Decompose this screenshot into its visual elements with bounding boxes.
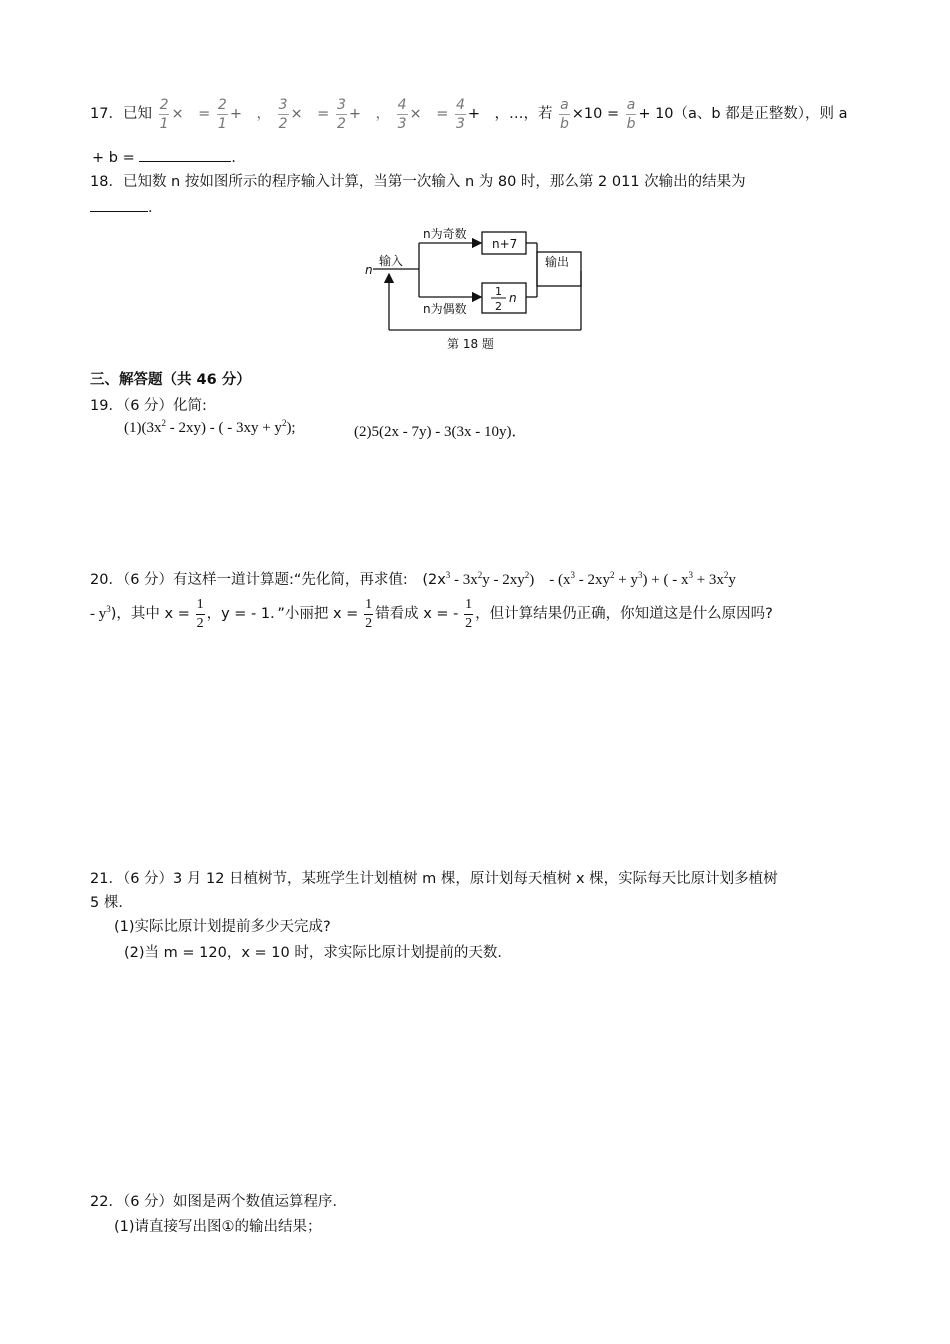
flow-output-label: 输出 <box>545 255 570 269</box>
q17-fraction-1b: $\frac{2}{1}$ <box>217 96 227 132</box>
q19-line1: 19．（6 分）化简: <box>90 398 207 414</box>
q21-part2: (2)当 m = 120，x = 10 时，求实际比原计划提前的天数． <box>124 945 512 961</box>
q21-line1: 21．（6 分）3 月 12 日植树节，某班学生计划植树 m 棵，原计划每天植树 x 棵，实际每天比原计划多植树 <box>90 871 778 887</box>
q17-fraction-2b: $\frac{3}{2}$ <box>336 96 346 132</box>
q17-number: 17． <box>90 106 123 122</box>
q20-line1: 20．（6 分）有这样一道计算题:“先化简，再求值: $(2x^3 - 3x^2y - 2xy^2)$ - $(x^3 - 2xy^2 + y^3)$ + ( - $x^3 + 3x^2y$ <box>90 570 736 588</box>
fraction-one-half-2: $\frac{1}{2}$ <box>365 597 373 632</box>
q17-line1: 17．已知 $\frac{2}{1}$ × = $\frac{2}{1}$ + ， $\frac{3}{2}$ × = $\frac{3}{2}$ + ， $\frac{4}{3}$ × = $\frac{4}{3}$ + ，…，若 $\frac{a}{b}$ ×10 = $\frac{a}{b}$ + 10（a、b 都是正整数），则 a <box>90 96 848 132</box>
q17-fraction-a-b: $\frac{a}{b}$ <box>560 96 569 132</box>
q19-part2: (2)5(2x - 7y) - 3(3x - 10y)． <box>354 424 527 440</box>
q18-answer-blank[interactable] <box>90 211 148 212</box>
q17-fraction-3b: $\frac{4}{3}$ <box>455 96 465 132</box>
q18-flowchart <box>355 218 595 358</box>
q19-part1: $(1)(3x^2 - 2xy)$ - ( - $3xy + y^2$); <box>124 418 296 436</box>
q17-line2: + b = ． <box>92 150 246 166</box>
flow-odd-label: n为奇数 <box>423 227 467 241</box>
q21-line2: 5 棵． <box>90 895 133 911</box>
q22-part1: (1)请直接写出图①的输出结果； <box>114 1219 322 1235</box>
q17-answer-blank[interactable] <box>139 161 231 162</box>
q18-line1: 18．已知数 n 按如图所示的程序输入计算，当第一次输入 n 为 80 时，那么第 2 011 次输出的结果为 <box>90 174 746 190</box>
flow-odd-box-text: n+7 <box>492 237 518 251</box>
q17-lead: 已知 <box>122 106 152 122</box>
flow-even-var: n <box>509 291 517 305</box>
q22-line1: 22．（6 分）如图是两个数值运算程序． <box>90 1194 348 1210</box>
q20-line2: - $y^3$)，其中 x = $\frac{1}{2}$ ，y = - 1．”小丽把 x = $\frac{1}{2}$ 错看成 x = - $\frac{1}{2}$ ，但计算结果仍正确，你知道这是什么原因吗? <box>90 597 773 632</box>
flow-caption: 第 18 题 <box>447 337 494 351</box>
flow-input-label: 输入 <box>379 254 404 268</box>
flow-n-label: n <box>365 263 373 277</box>
q21-part1: (1)实际比原计划提前多少天完成? <box>114 919 331 935</box>
section-3-title: 三、解答题（共 46 分） <box>90 372 251 388</box>
fraction-one-half-3: $\frac{1}{2}$ <box>465 597 473 632</box>
flow-even-den: 2 <box>495 300 502 313</box>
q17-fraction-a-b-2: $\frac{a}{b}$ <box>626 96 636 132</box>
q17-fraction-3: $\frac{4}{3}$ <box>397 96 407 132</box>
q17-fraction-1: $\frac{2}{1}$ <box>159 96 169 132</box>
flow-even-label: n为偶数 <box>423 302 467 316</box>
flow-even-num: 1 <box>495 285 502 298</box>
q18-line2: ． <box>90 196 163 217</box>
fraction-one-half: $\frac{1}{2}$ <box>196 597 204 632</box>
q17-fraction-2: $\frac{3}{2}$ <box>278 96 288 132</box>
